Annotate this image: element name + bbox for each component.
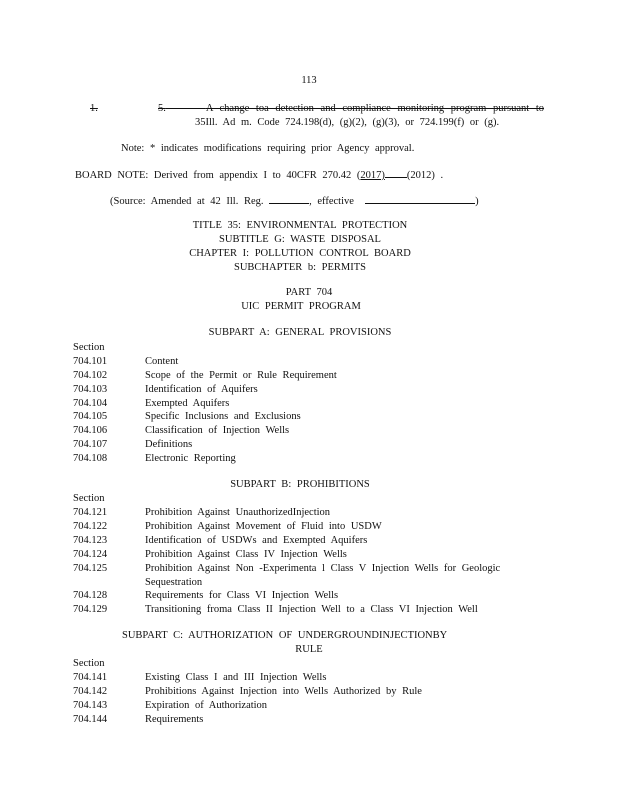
- section-title: Transitioning froma Class II Injection Well to a Class VI Injection Well: [145, 604, 478, 615]
- section-number: 704.102: [73, 370, 108, 381]
- section-number: 704.124: [73, 549, 108, 560]
- section-title: Specific Inclusions and Exclusions: [145, 411, 301, 422]
- source-prefix: (Source: Amended at 42 Ill. Reg.: [110, 196, 264, 207]
- section-label: Section: [73, 658, 105, 669]
- section-title: Scope of the Permit or Rule Requirement: [145, 370, 337, 381]
- section-number: 704.105: [73, 411, 108, 422]
- section-number: 704.107: [73, 439, 108, 450]
- section-title: Expiration of Authorization: [145, 700, 268, 711]
- section-title: Requirements: [145, 714, 204, 725]
- section-title: Prohibition Against Non -Experimenta l Class V Injection Wells for Geologic: [145, 563, 501, 574]
- amendment-sub-number: 5.: [158, 103, 166, 114]
- subpart-b-title: SUBPART B: PROHIBITIONS: [230, 479, 370, 490]
- section-number: 704.103: [73, 384, 108, 395]
- section-title: Prohibitions Against Injection into Wells Authorized by Rule: [145, 686, 422, 697]
- section-title: Electronic Reporting: [145, 453, 236, 464]
- subtitle-heading: SUBTITLE G: WASTE DISPOSAL: [219, 234, 381, 245]
- section-number: 704.143: [73, 700, 108, 711]
- page-number: 113: [301, 75, 317, 86]
- section-title: Exempted Aquifers: [145, 398, 230, 409]
- amendment-continuation: 35Ill. Ad m. Code 724.198(d), (g)(2), (g)(3), or 724.199(f) or (g).: [195, 117, 500, 128]
- section-title: Classification of Injection Wells: [145, 425, 290, 436]
- section-number: 704.123: [73, 535, 108, 546]
- source-suffix: ): [475, 196, 479, 207]
- board-note: [75, 167, 443, 182]
- modifications-note: Note: * indicates modifications requiring prior Agency approval.: [121, 143, 415, 154]
- section-title: Prohibition Against Class IV Injection Wells: [145, 549, 347, 560]
- section-title-continuation: Sequestration: [145, 577, 203, 588]
- section-title: Definitions: [145, 439, 193, 450]
- source-reg-blank: [269, 193, 309, 204]
- section-title: Identification of Aquifers: [145, 384, 258, 395]
- board-note-inserted-year: 2017): [360, 170, 385, 181]
- source-mid: , effective: [309, 196, 354, 207]
- board-note-prefix: BOARD NOTE: Derived from appendix I to 40CFR 270.42 (: [75, 170, 361, 181]
- section-number: 704.121: [73, 507, 108, 518]
- subchapter-heading: SUBCHAPTER b: PERMITS: [233, 262, 367, 273]
- section-title: Content: [145, 356, 179, 367]
- section-number: 704.129: [73, 604, 108, 615]
- section-label: Section: [73, 493, 105, 504]
- source-line: [110, 193, 479, 208]
- section-number: 704.106: [73, 425, 108, 436]
- section-title: Existing Class I and III Injection Wells: [145, 672, 327, 683]
- amendment-struck-body: A change toa detection and compliance monitoring program pursuant to: [205, 103, 544, 114]
- amendment-struck-text: [158, 102, 544, 115]
- board-note-suffix: .: [440, 170, 444, 181]
- section-number: 704.141: [73, 672, 108, 683]
- board-note-year: (2012): [406, 170, 435, 181]
- part-name-heading: UIC PERMIT PROGRAM: [241, 301, 361, 312]
- part-heading: PART 704: [285, 287, 333, 298]
- section-number: 704.142: [73, 686, 108, 697]
- subpart-c-title-continuation: RULE: [295, 644, 323, 655]
- chapter-heading: CHAPTER I: POLLUTION CONTROL BOARD: [189, 248, 411, 259]
- section-number: 704.144: [73, 714, 108, 725]
- source-date-blank: [365, 193, 475, 204]
- section-number: 704.108: [73, 453, 108, 464]
- section-number: 704.101: [73, 356, 108, 367]
- section-title: Prohibition Against UnauthorizedInjection: [145, 507, 331, 518]
- title-heading: TITLE 35: ENVIRONMENTAL PROTECTION: [192, 220, 408, 231]
- section-number: 704.104: [73, 398, 108, 409]
- subpart-a-title: SUBPART A: GENERAL PROVISIONS: [208, 327, 392, 338]
- section-number: 704.122: [73, 521, 108, 532]
- section-label: Section: [73, 342, 105, 353]
- subpart-c-title: SUBPART C: AUTHORIZATION OF UNDERGROUNDINJECTIONBY: [122, 630, 448, 641]
- section-number: 704.125: [73, 563, 108, 574]
- board-note-blank: [385, 167, 407, 178]
- section-title: Requirements for Class VI Injection Wells: [145, 590, 339, 601]
- section-title: Prohibition Against Movement of Fluid into USDW: [145, 521, 382, 532]
- section-title: Identification of USDWs and Exempted Aquifers: [145, 535, 368, 546]
- section-number: 704.128: [73, 590, 108, 601]
- amendment-item-number: 1.: [90, 103, 98, 114]
